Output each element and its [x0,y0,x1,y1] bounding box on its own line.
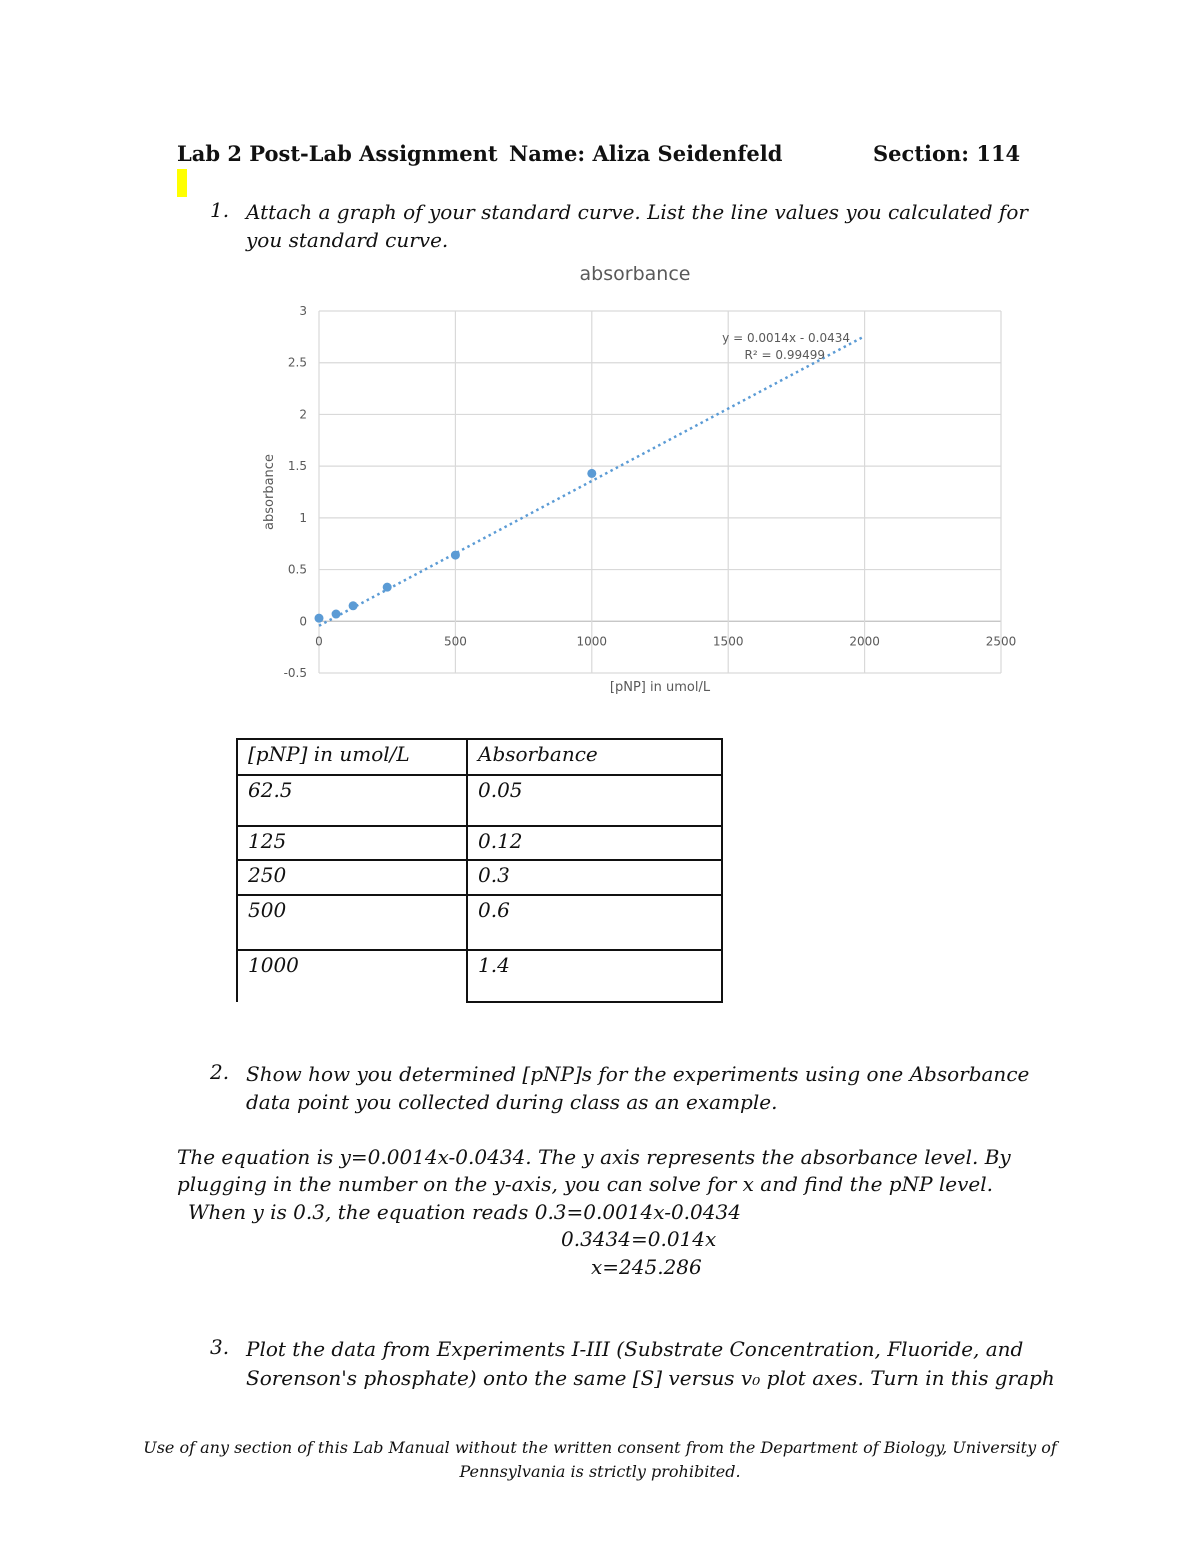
table-header-row [237,739,722,775]
x-tick-label: 1000 [576,634,608,649]
table-row [237,826,722,860]
question-2-line-1: Show how you determined [pNP]s for the experiments using one Absorbance [246,1062,1030,1086]
question-2-number: 2. [210,1060,230,1084]
y-tick-label: -0.5 [283,666,307,680]
cell-pnp: 1000 [237,950,467,1002]
question-1-number: 1. [210,198,230,222]
cell-absorbance: 0.6 [467,895,722,950]
header-absorbance: Absorbance [467,739,722,775]
highlight-mark [177,169,187,197]
student-name: Name: Aliza Seidenfeld [509,141,783,166]
cell-pnp: 500 [237,895,467,950]
cell-absorbance: 0.12 [467,826,722,860]
footer-line-2: Pennsylvania is strictly prohibited. [459,1462,741,1481]
data-point [332,610,341,619]
trendline-equation: y = 0.0014x - 0.0434 [722,331,850,345]
answer-2-line-4: 0.3434=0.014x [561,1227,717,1251]
x-tick-label: 2500 [985,634,1017,649]
question-2-line-2: data point you collected during class as an example. [246,1090,778,1114]
table-row [237,950,722,1002]
y-tick-label: 1.5 [287,459,307,474]
question-3-line-2: Sorenson's phosphate) onto the same [S] versus v₀ plot axes. Turn in this graph [246,1366,1055,1390]
cell-absorbance: 0.05 [467,775,722,826]
cell-absorbance: 0.3 [467,860,722,895]
question-3-line-1: Plot the data from Experiments I-III (Substrate Concentration, Fluoride, and [246,1337,1024,1361]
x-tick-label: 0 [315,634,323,649]
data-table [236,738,723,1003]
y-tick-label: 1 [299,510,307,525]
chart-title: absorbance [579,263,691,285]
data-point [315,614,324,623]
table-row [237,860,722,895]
y-tick-label: 2 [299,407,307,422]
y-tick-label: 0.5 [287,562,307,577]
header-pnp: [pNP] in umol/L [237,739,467,775]
x-axis-label: [pNP] in umol/L [609,680,711,695]
y-tick-label: 2.5 [287,355,307,370]
data-point [587,469,596,478]
table-row [237,775,722,826]
table-row [237,895,722,950]
cell-absorbance: 1.4 [467,950,722,1002]
cell-pnp: 250 [237,860,467,895]
footer-line-1: Use of any section of this Lab Manual without the written consent from the Department of Biology, University of [143,1438,1057,1457]
section-number: Section: 114 [873,141,1021,166]
data-point [451,551,460,560]
answer-2-line-2: plugging in the number on the y-axis, you can solve for x and find the pNP level. [177,1172,994,1196]
x-tick-labels [315,634,1016,648]
x-tick-label: 1500 [712,634,744,649]
data-point [383,583,392,592]
cell-pnp: 62.5 [237,775,467,826]
assignment-title: Lab 2 Post-Lab Assignment [177,141,498,166]
y-tick-label: 0 [299,614,307,629]
chart-gridlines [319,311,1001,673]
y-tick-label: 3 [299,304,307,318]
question-1-line-2: you standard curve. [246,228,449,252]
y-axis-label: absorbance [262,454,277,530]
cell-pnp: 125 [237,826,467,860]
answer-2-line-5: x=245.286 [591,1255,702,1279]
x-tick-label: 2000 [849,634,880,649]
question-3-number: 3. [210,1335,230,1359]
y-tick-labels [284,304,307,680]
standard-curve-chart [250,255,1040,705]
trendline-r2: R² = 0.99499 [744,348,825,362]
answer-2-line-3: When y is 0.3, the equation reads 0.3=0.0014x-0.0434 [188,1200,741,1224]
answer-2-line-1: The equation is y=0.0014x-0.0434. The y axis represents the absorbance level. By [177,1145,1011,1169]
x-tick-label: 500 [443,634,467,649]
data-point [349,601,358,610]
question-1-line-1: Attach a graph of your standard curve. List the line values you calculated for [246,200,1028,224]
